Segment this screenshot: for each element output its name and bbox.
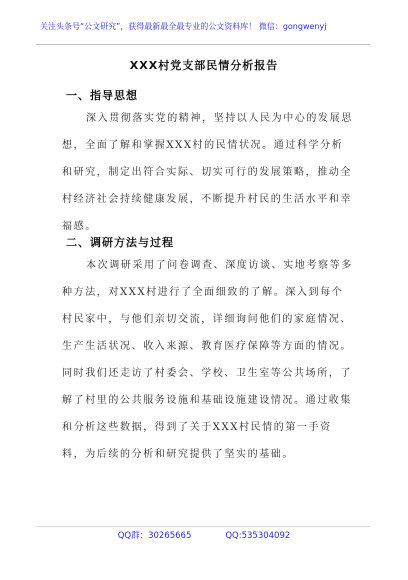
section-paragraph-guiding-ideology: 深入贯彻落实党的精神，坚持以人民为中心的发展思想，全面了解和掌握XXX村的民情状况。通过科学分析和研究，制定出符合实际、切实可行的发展策略，推动全村经济社会持续健康发展，不断提升村民的生活水平和幸福感。 xyxy=(62,113,353,232)
section-paragraph-research-method: 本次调研采用了问卷调查、深度访谈、实地考察等多种方法，对XXX村进行了全面细致的了解。深入到每个村民家中，与他们亲切交流，详细询问他们的家庭情况、生产生活状况、收入来源、教育医疗保障等方面的情况。同时我们还走访了村委会、学校、卫生室等公共场所，了解了村里的公共服务设施和基础设施建设情况。通过收集和分析这些数据，得到了关于XXX村民情的第一手资料，为后续的分析和研究提供了坚实的基础。 xyxy=(62,260,353,460)
header-divider xyxy=(36,44,370,45)
footer-qq-number: QQ:535304092 xyxy=(225,531,291,541)
section-heading-guiding-ideology: 一、指导思想 xyxy=(66,89,138,102)
header-promo-note: 关注头条号“公文研究”，获得最新最全最专业的公文资料库！ 微信：gongwenyj xyxy=(40,22,327,31)
section-heading-research-method: 二、调研方法与过程 xyxy=(66,236,174,249)
footer-qq-group: QQ群：30265665 xyxy=(117,531,192,541)
document-title: XXX村党支部民情分析报告 xyxy=(129,59,279,72)
footer-divider xyxy=(36,526,370,527)
footer-contact xyxy=(0,530,408,542)
